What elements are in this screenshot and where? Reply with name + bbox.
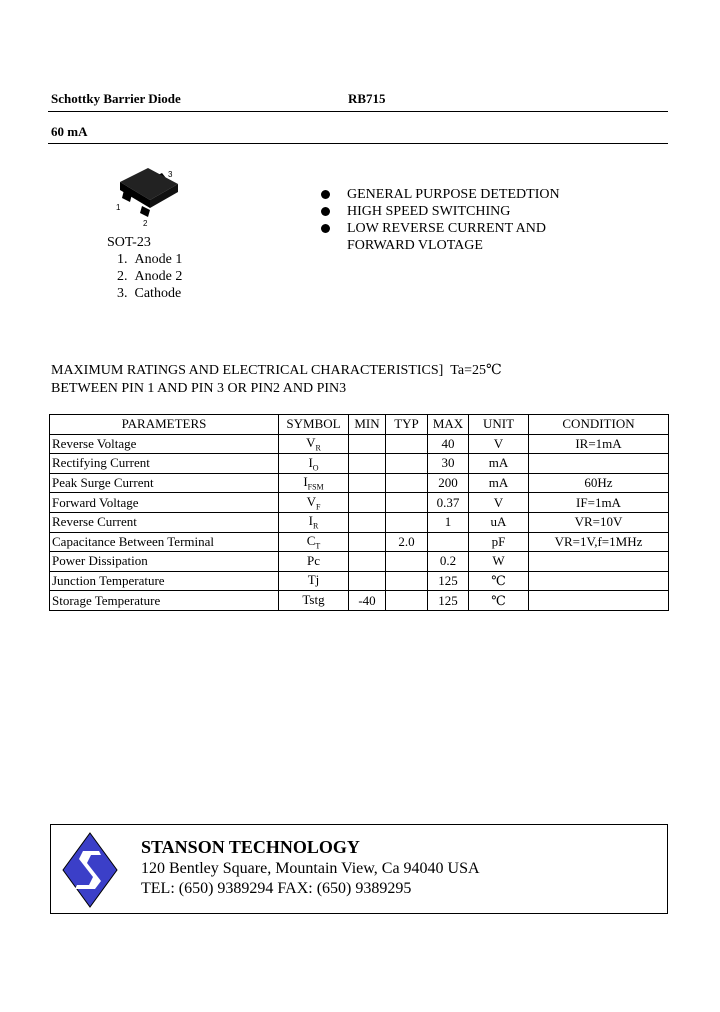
sot23-package-illustration (112, 162, 187, 230)
feature-item: HIGH SPEED SWITCHING (347, 204, 511, 219)
feature-item-continued: FORWARD VLOTAGE (347, 238, 483, 253)
table-row (50, 434, 669, 454)
cell-min (349, 571, 386, 591)
cell-typ: 2.0 (386, 532, 428, 552)
cell-typ (386, 473, 428, 493)
cell-unit: mA (469, 473, 529, 493)
table-row (50, 532, 669, 552)
cell-parameter: Storage Temperature (50, 591, 279, 611)
cell-symbol: $I_R$ (279, 512, 349, 532)
column-header: MIN (349, 415, 386, 435)
table-row (50, 552, 669, 572)
cell-parameter: Reverse Current (50, 512, 279, 532)
cell-min (349, 473, 386, 493)
pin-label-2: 2 (143, 219, 148, 228)
cell-min (349, 552, 386, 572)
pin-label-1: 1 (116, 203, 121, 212)
cell-typ (386, 512, 428, 532)
pin-item-1: 1. Anode 1 (117, 252, 183, 267)
cell-condition (529, 552, 669, 572)
cell-min: -40 (349, 591, 386, 611)
feature-list (321, 186, 621, 256)
product-type: Schottky Barrier Diode (51, 91, 181, 106)
cell-max: 125 (428, 591, 469, 611)
pin-list (117, 251, 182, 302)
company-contact: TEL: (650) 9389294 FAX: (650) 9389295 (141, 880, 412, 897)
table-row (50, 493, 669, 513)
pin-item-3: 3. Cathode (117, 286, 182, 301)
header-rule-2 (48, 143, 668, 144)
column-header: PARAMETERS (50, 415, 279, 435)
cell-min (349, 493, 386, 513)
cell-symbol: Tstg (279, 591, 349, 611)
ratings-subtitle: BETWEEN PIN 1 AND PIN 3 OR PIN2 AND PIN3 (51, 381, 347, 396)
cell-typ (386, 434, 428, 454)
bullet-icon (321, 190, 330, 199)
pin-label-3: 3 (168, 170, 173, 179)
company-logo-icon (61, 831, 119, 909)
feature-item: LOW REVERSE CURRENT AND (347, 221, 546, 236)
column-header: MAX (428, 415, 469, 435)
column-header: UNIT (469, 415, 529, 435)
cell-condition (529, 571, 669, 591)
cell-min (349, 434, 386, 454)
cell-typ (386, 552, 428, 572)
cell-parameter: Power Dissipation (50, 552, 279, 572)
cell-symbol: $I_O$ (279, 454, 349, 474)
cell-condition: VR=10V (529, 512, 669, 532)
cell-unit: V (469, 434, 529, 454)
cell-unit: V (469, 493, 529, 513)
column-header: CONDITION (529, 415, 669, 435)
table-row (50, 473, 669, 493)
cell-parameter: Rectifying Current (50, 454, 279, 474)
table-header-row (50, 415, 669, 435)
bullet-icon (321, 207, 330, 216)
cell-max: 0.37 (428, 493, 469, 513)
cell-unit: ℃ (469, 571, 529, 591)
column-header: SYMBOL (279, 415, 349, 435)
table-row (50, 571, 669, 591)
cell-symbol: $V_F$ (279, 493, 349, 513)
package-name: SOT-23 (107, 235, 151, 250)
cell-condition (529, 454, 669, 474)
company-footer (50, 824, 668, 914)
ratings-title: MAXIMUM RATINGS AND ELECTRICAL CHARACTERISTICS] Ta=25℃ (51, 363, 502, 378)
cell-unit: uA (469, 512, 529, 532)
pin2-leg (140, 206, 150, 217)
cell-symbol: $I_{FSM}$ (279, 473, 349, 493)
column-header: TYP (386, 415, 428, 435)
current-rating: 60 mA (51, 124, 88, 139)
cell-max: 30 (428, 454, 469, 474)
bullet-icon (321, 224, 330, 233)
cell-parameter: Reverse Voltage (50, 434, 279, 454)
cell-parameter: Peak Surge Current (50, 473, 279, 493)
cell-condition: 60Hz (529, 473, 669, 493)
cell-max: 200 (428, 473, 469, 493)
cell-min (349, 512, 386, 532)
cell-symbol: Pc (279, 552, 349, 572)
cell-unit: mA (469, 454, 529, 474)
ratings-table (49, 414, 669, 611)
table-row (50, 591, 669, 611)
cell-typ (386, 454, 428, 474)
cell-condition (529, 591, 669, 611)
pin-item-label: Anode 1 (134, 252, 183, 267)
cell-unit: W (469, 552, 529, 572)
company-address: 120 Bentley Square, Mountain View, Ca 94040 USA (141, 860, 480, 877)
cell-parameter: Junction Temperature (50, 571, 279, 591)
cell-max: 1 (428, 512, 469, 532)
table-row (50, 454, 669, 474)
cell-typ (386, 591, 428, 611)
cell-max: 0.2 (428, 552, 469, 572)
pin-item-label: Cathode (134, 286, 182, 301)
cell-unit: pF (469, 532, 529, 552)
table-row (50, 512, 669, 532)
cell-max: 125 (428, 571, 469, 591)
cell-parameter: Forward Voltage (50, 493, 279, 513)
cell-condition: VR=1V,f=1MHz (529, 532, 669, 552)
part-number: RB715 (348, 91, 386, 106)
cell-typ (386, 493, 428, 513)
cell-max (428, 532, 469, 552)
cell-parameter: Capacitance Between Terminal (50, 532, 279, 552)
ratings-temperature: Ta=25℃ (450, 363, 502, 378)
cell-max: 40 (428, 434, 469, 454)
cell-condition: IF=1mA (529, 493, 669, 513)
pin-item-label: Anode 2 (134, 269, 183, 284)
cell-symbol: $C_T$ (279, 532, 349, 552)
feature-item: GENERAL PURPOSE DETEDTION (347, 187, 560, 202)
cell-symbol: $V_R$ (279, 434, 349, 454)
cell-unit: ℃ (469, 591, 529, 611)
cell-min (349, 454, 386, 474)
cell-symbol: Tj (279, 571, 349, 591)
pin-item-2: 2. Anode 2 (117, 269, 183, 284)
cell-condition: IR=1mA (529, 434, 669, 454)
header-rule-1 (48, 111, 668, 112)
cell-typ (386, 571, 428, 591)
company-name: STANSON TECHNOLOGY (141, 837, 360, 857)
cell-min (349, 532, 386, 552)
